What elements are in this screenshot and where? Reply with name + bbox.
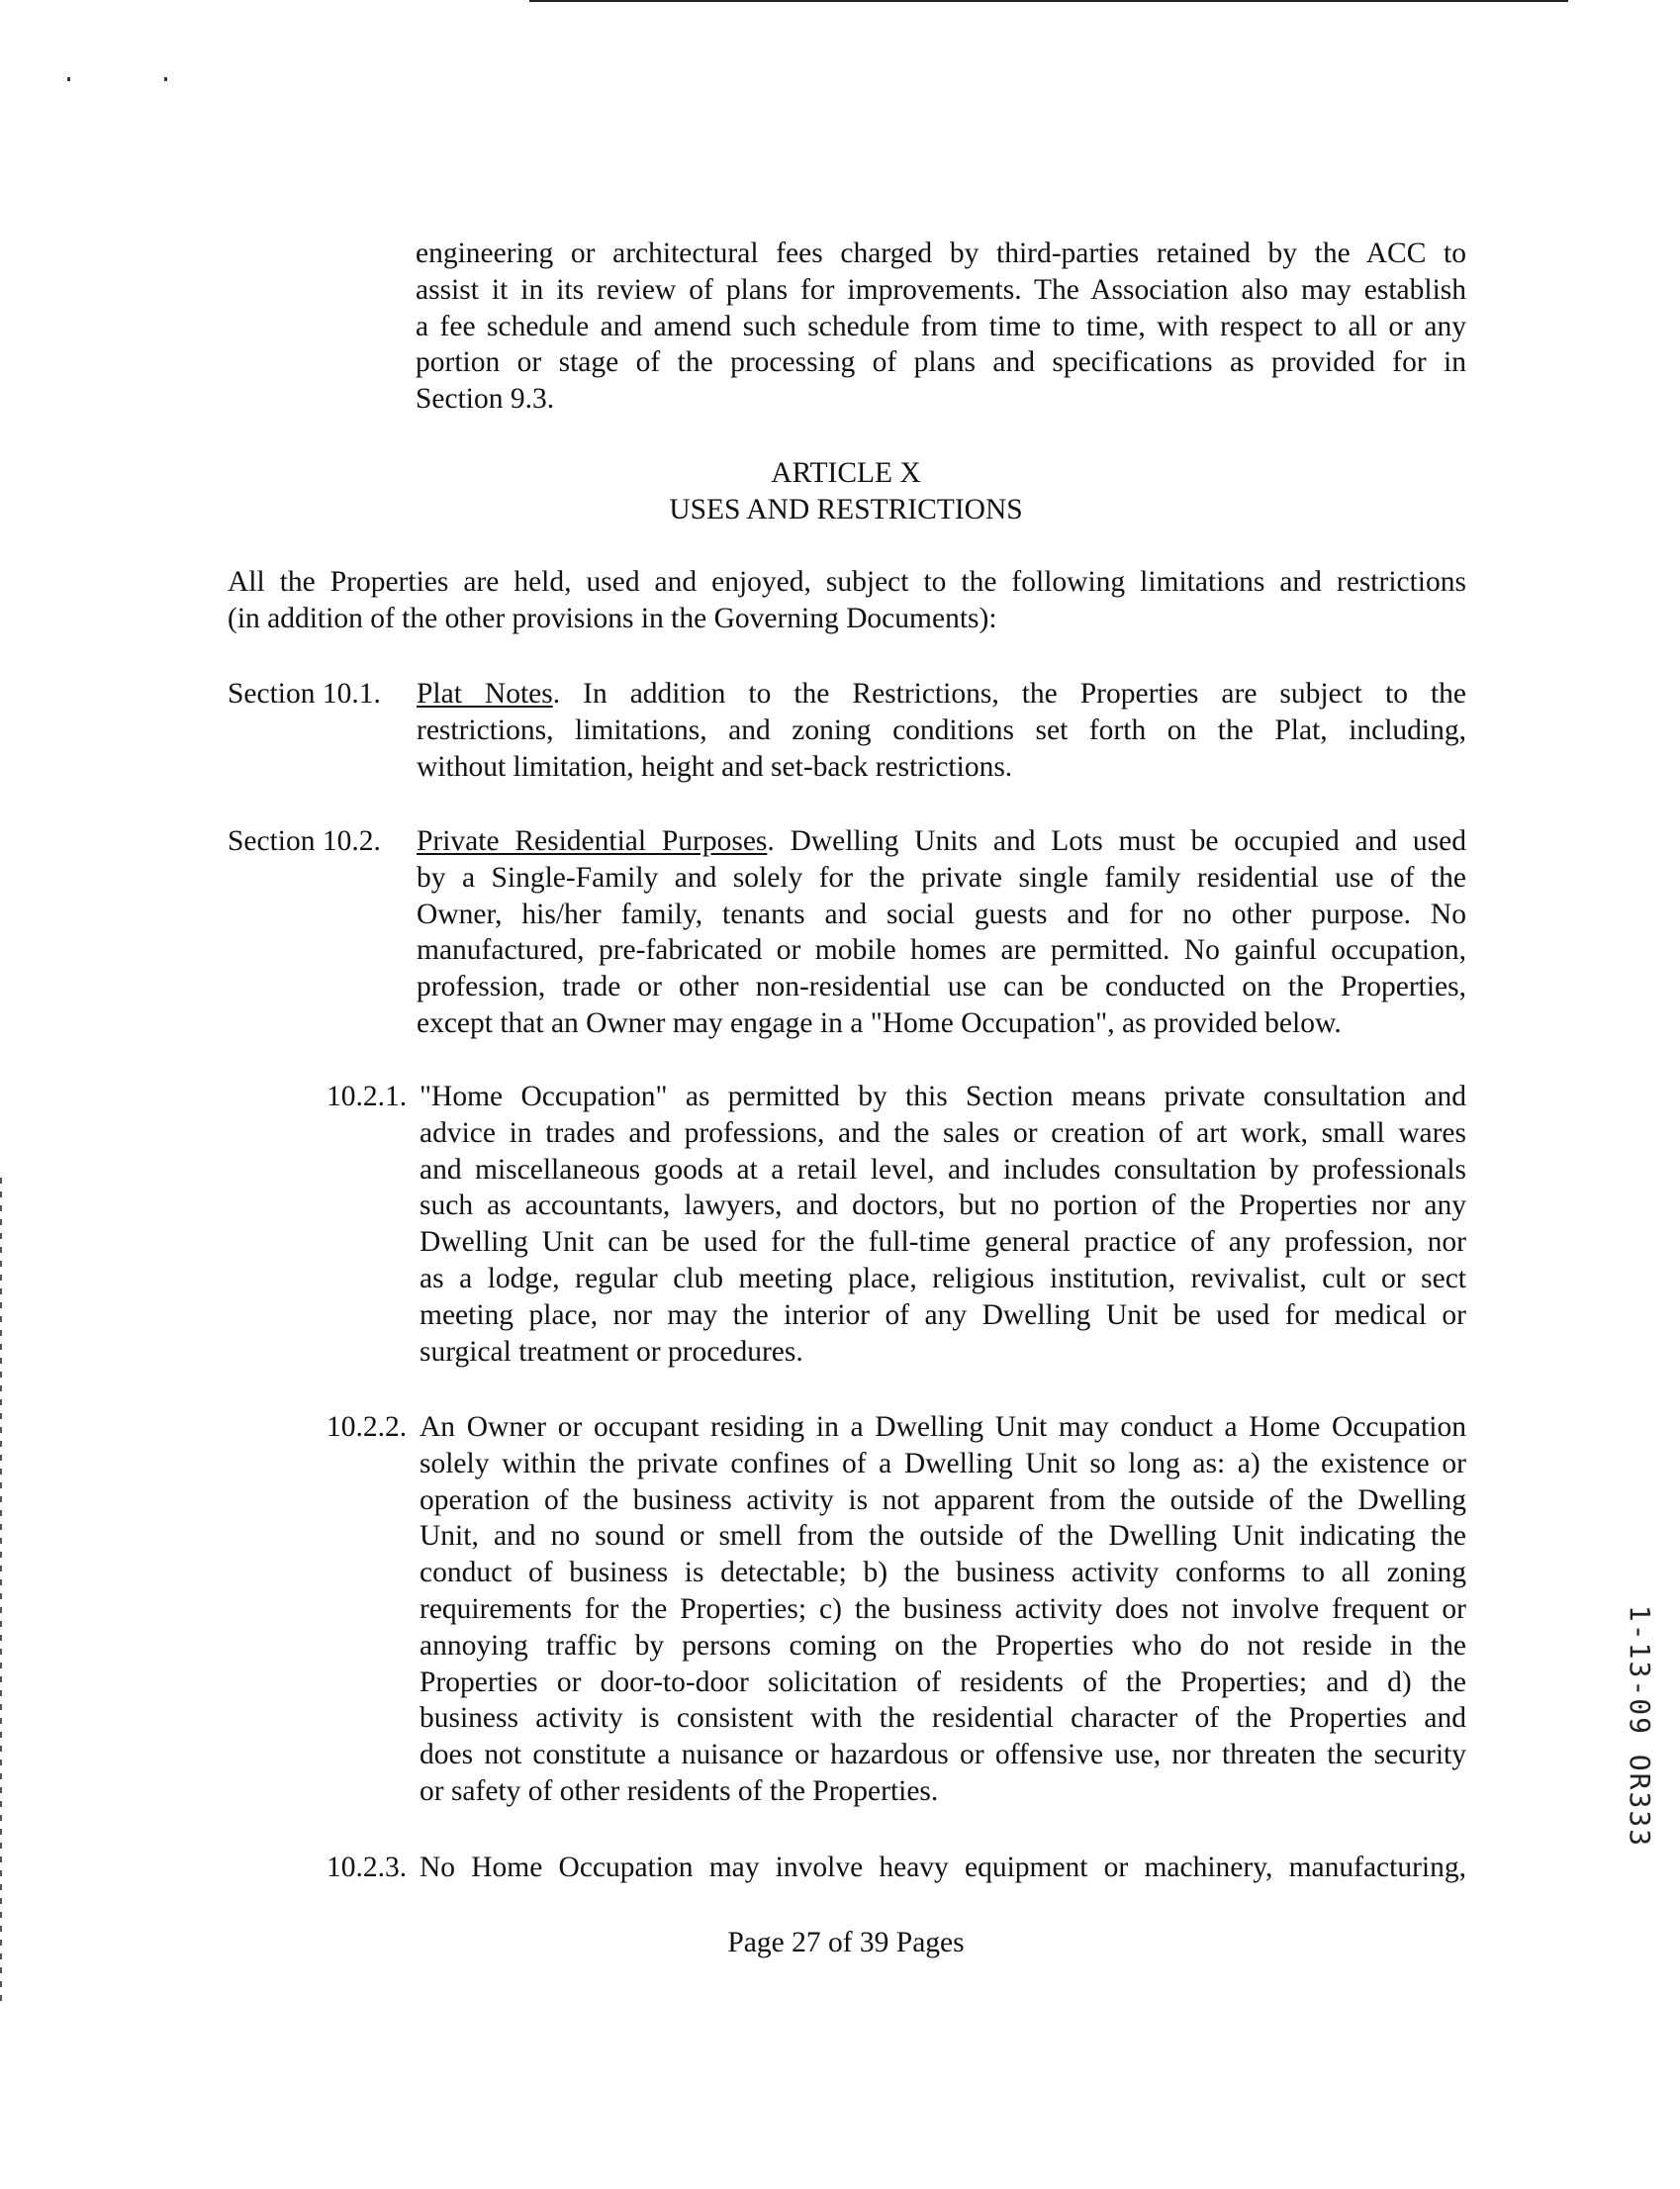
section-heading-rest: . Dwelling Units and Lots must be occupied and used	[767, 825, 1466, 857]
text-line: business activity is consistent with the residential character of the Properties and	[420, 1702, 1466, 1735]
text-line: Properties or door-to-door solicitation of residents of the Properties; and d) the	[420, 1666, 1466, 1698]
text-line: annoying traffic by persons coming on the Properties who do not reside in the	[420, 1629, 1466, 1662]
text-line: and miscellaneous goods at a retail level, and includes consultation by professionals	[420, 1153, 1466, 1186]
recording-stamp-text: 1-13-09 OR333	[1624, 1604, 1657, 1849]
subsection-10-2-1-body	[420, 1079, 1466, 1370]
text-line: surgical treatment or procedures.	[420, 1335, 803, 1368]
text-line: except that an Owner may engage in a "Home Occupation", as provided below.	[417, 1006, 1342, 1039]
text-line: Unit, and no sound or smell from the outside of the Dwelling Unit indicating the	[420, 1520, 1466, 1553]
text-line: All the Properties are held, used and enjoyed, subject to the following limitations and restrictions	[228, 566, 1466, 598]
text-line: or safety of other residents of the Properties.	[420, 1774, 939, 1807]
text-line	[417, 676, 1466, 713]
text-line: Owner, his/her family, tenants and social guests and for no other purpose. No	[417, 898, 1466, 930]
text-line: such as accountants, lawyers, and doctors, but no portion of the Properties nor any	[420, 1190, 1466, 1222]
recording-stamp	[1621, 1595, 1660, 1857]
subsection-number: 10.2.3.	[327, 1852, 408, 1883]
article-number: ARTICLE X	[771, 457, 921, 489]
text-line: No Home Occupation may involve heavy equipment or machinery, manufacturing,	[420, 1852, 1466, 1883]
text-line: engineering or architectural fees charged by third-parties retained by the ACC to	[416, 238, 1466, 269]
text-line: (in addition of the other provisions in the Governing Documents):	[228, 602, 997, 634]
text-line: without limitation, height and set-back restrictions.	[417, 750, 1013, 783]
text-line: Dwelling Unit can be used for the full-time general practice of any profession, nor	[420, 1226, 1466, 1259]
page-number-footer: Page 27 of 39 Pages	[727, 1927, 965, 1958]
scan-speck	[164, 77, 167, 81]
text-line: assist it in its review of plans for improvements. The Association also may establish	[416, 273, 1466, 306]
text-line: profession, trade or other non-residential use can be conducted on the Properties,	[417, 971, 1466, 1003]
subsection-10-2-2-body	[420, 1409, 1466, 1810]
text-line: meeting place, nor may the interior of any Dwelling Unit be used for medical or	[420, 1298, 1466, 1331]
text-line: operation of the business activity is not apparent from the outside of the Dwelling	[420, 1483, 1466, 1516]
text-line	[417, 823, 1466, 860]
text-line: requirements for the Properties; c) the business activity does not involve frequent or	[420, 1592, 1466, 1625]
section-10-2-body	[417, 823, 1466, 1042]
section-number: Section 10.1.	[228, 678, 381, 710]
subsection-number: 10.2.1.	[327, 1081, 408, 1112]
section-number: Section 10.2.	[228, 825, 381, 857]
top-border-line	[529, 0, 1568, 2]
scan-speck	[67, 77, 70, 81]
section-heading-rest: . In addition to the Restrictions, the Properties are subject to the	[552, 678, 1466, 710]
text-line: conduct of business is detectable; b) the business activity conforms to all zoning	[420, 1557, 1466, 1589]
text-line: Section 9.3.	[416, 383, 555, 416]
text-line: An Owner or occupant residing in a Dwelling Unit may conduct a Home Occupation	[420, 1411, 1466, 1443]
text-line: does not constitute a nuisance or hazardous or offensive use, nor threaten the security	[420, 1739, 1466, 1771]
text-line: solely within the private confines of a Dwelling Unit so long as: a) the existence or	[420, 1447, 1466, 1479]
text-line: advice in trades and professions, and the sales or creation of art work, small wares	[420, 1116, 1466, 1149]
text-line: "Home Occupation" as permitted by this Section means private consultation and	[420, 1081, 1466, 1112]
section-heading: Plat Notes	[417, 678, 553, 710]
text-line: by a Single-Family and solely for the private single family residential use of the	[417, 861, 1466, 894]
subsection-number: 10.2.2.	[327, 1411, 408, 1443]
text-line: as a lodge, regular club meeting place, religious institution, revivalist, cult or sect	[420, 1262, 1466, 1294]
subsection-10-2-3-body	[420, 1850, 1466, 1886]
continuation-paragraph	[416, 236, 1466, 418]
section-10-1-body	[417, 676, 1466, 785]
text-line: manufactured, pre-fabricated or mobile homes are permitted. No gainful occupation,	[417, 934, 1466, 967]
section-heading: Private Residential Purposes	[417, 825, 768, 857]
article-title: USES AND RESTRICTIONS	[669, 494, 1023, 525]
scan-edge-marks	[0, 1178, 2, 2009]
text-line: a fee schedule and amend such schedule from time to time, with respect to all or any	[416, 310, 1466, 342]
text-line: portion or stage of the processing of plans and specifications as provided for in	[416, 346, 1466, 379]
text-line: restrictions, limitations, and zoning conditions set forth on the Plat, including,	[417, 714, 1466, 746]
intro-paragraph	[228, 564, 1466, 637]
